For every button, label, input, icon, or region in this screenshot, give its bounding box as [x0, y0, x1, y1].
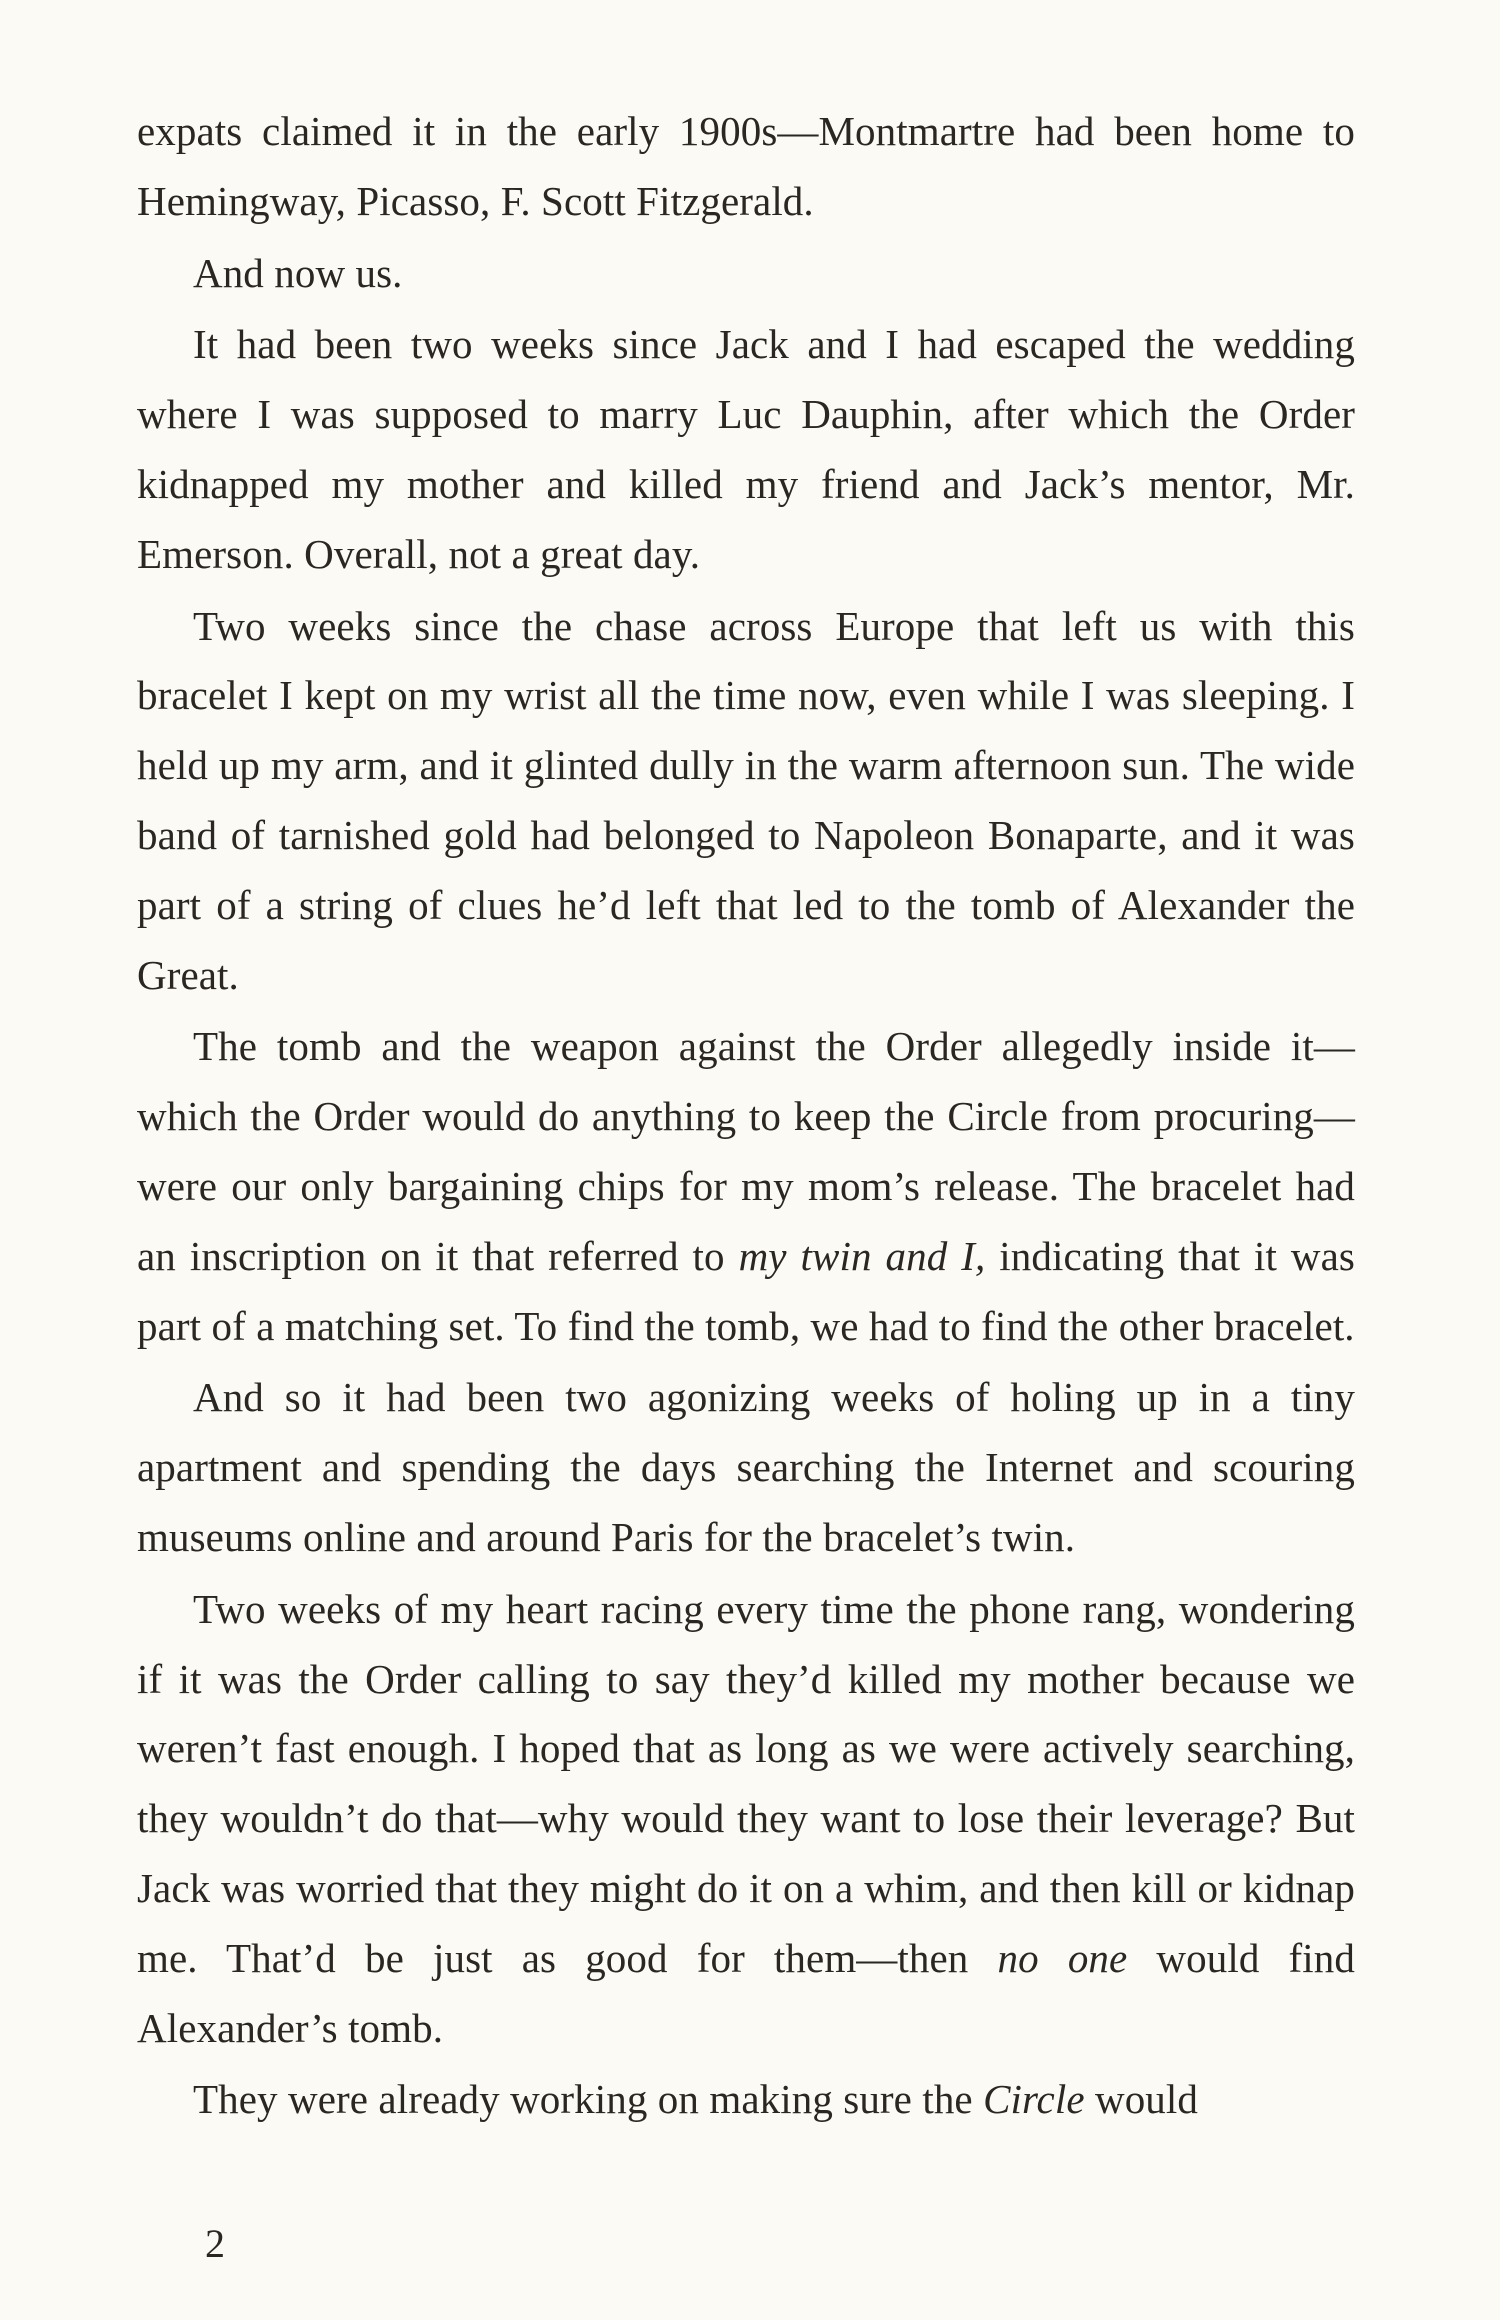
paragraph-7: Two weeks of my heart racing every time the phone rang, wondering if it was the Order calling to say they’d killed my mother because we weren’t fast enough. I hoped that as long as we were actively searching, they wouldn’t do that—why would they want to lose their leverage? But Jack was worried that they might do it on a whim, and then kill or kidnap me. That’d be just as good for them—then no one would find Alexander’s tomb. — [137, 1585, 1355, 2051]
page-number: 2 — [205, 2221, 225, 2266]
paragraph-5: The tomb and the weapon against the Order allegedly inside it—which the Order would do anything to keep the Circle from procuring—were our only bargaining chips for my mom’s release. The bracelet had an inscription on it that referred to my twin and I, indicating that it was part of a matching set. To find the tomb, we had to find the other bracelet. — [137, 1023, 1355, 1349]
paragraph-2: And now us. — [193, 249, 403, 296]
italic-phrase-circle: Circle — [983, 2076, 1085, 2123]
body-text — [137, 97, 1355, 2135]
paragraph-1: expats claimed it in the early 1900s—Montmartre had been home to Hemingway, Picasso, F. Scott Fitzgerald. — [137, 108, 1355, 224]
italic-phrase-my-twin: my twin and I, — [738, 1232, 986, 1279]
paragraph-3: It had been two weeks since Jack and I had escaped the wedding where I was supposed to marry Luc Dauphin, after which the Order kidnapped my mother and killed my friend and Jack’s mentor, Mr. Emerson. Overall, not a great day. — [137, 321, 1355, 577]
paragraph-4: Two weeks since the chase across Europe that left us with this bracelet I kept on my wrist all the time now, even while I was sleeping. I held up my arm, and it glinted dully in the warm afternoon sun. The wide band of tarnished gold had belonged to Napoleon Bonaparte, and it was part of a string of clues he’d left that led to the tomb of Alexander the Great. — [137, 602, 1355, 998]
italic-phrase-no-one: no one — [997, 1934, 1128, 1981]
paragraph-6: And so it had been two agonizing weeks of holing up in a tiny apartment and spending the days searching the Internet and scouring museums online and around Paris for the bracelet’s twin. — [137, 1374, 1355, 1560]
paragraph-8: They were already working on making sure the Circle would — [193, 2076, 1198, 2123]
